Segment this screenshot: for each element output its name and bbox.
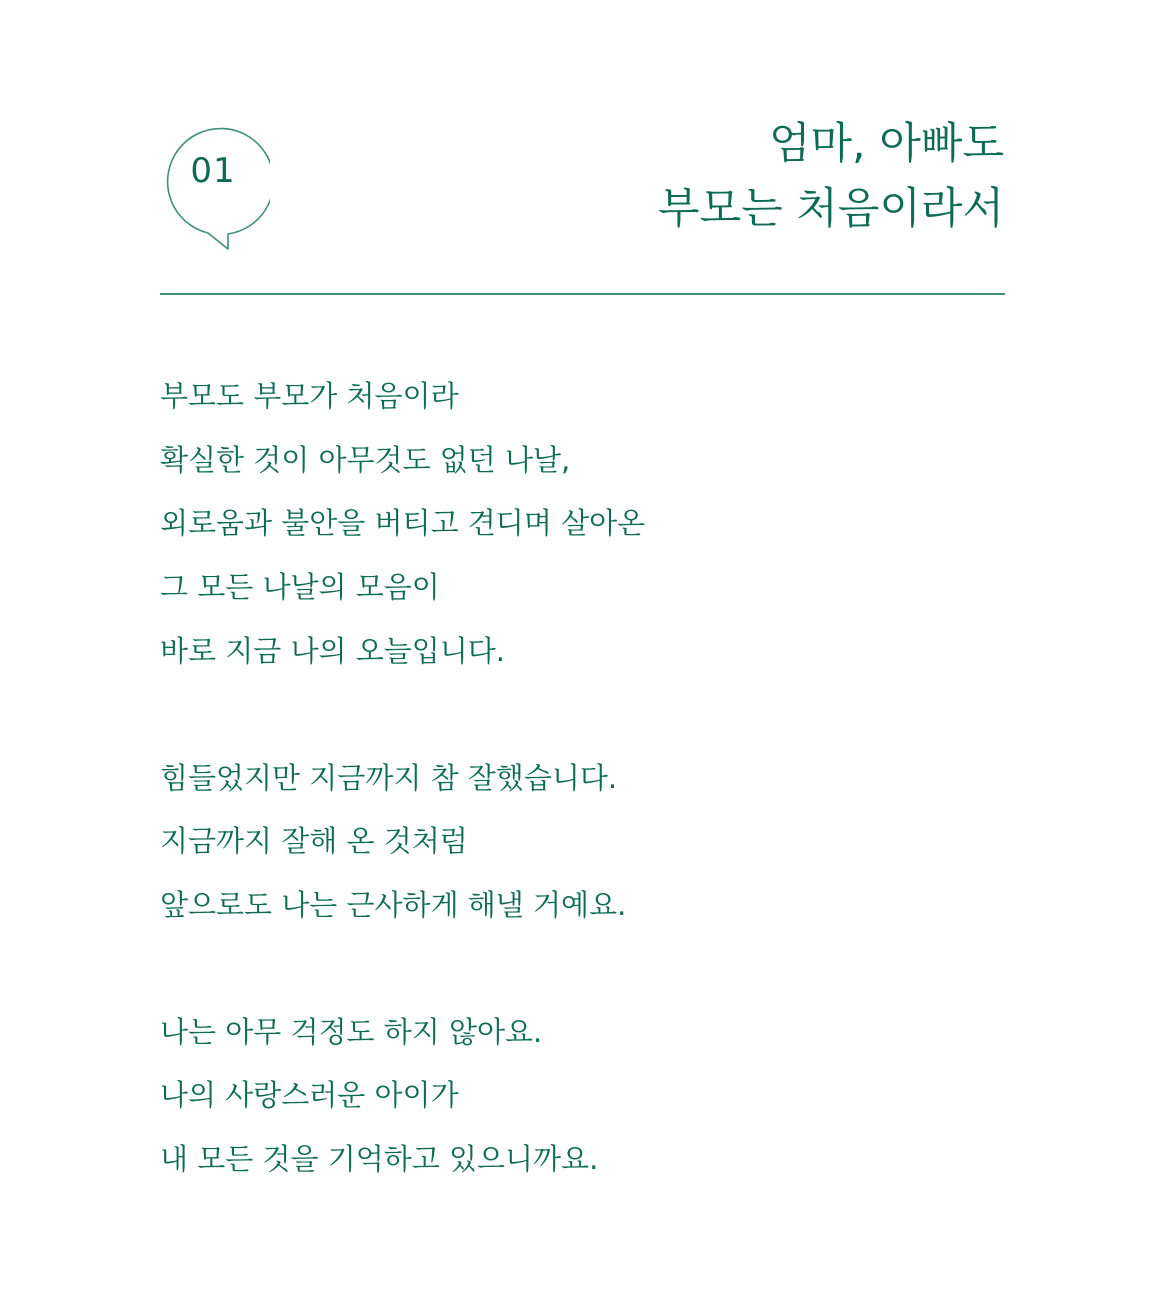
stanza-2 xyxy=(160,747,1005,938)
stanza-3 xyxy=(160,1001,1005,1192)
poem-body xyxy=(160,365,1005,1255)
chapter-title xyxy=(658,112,1004,242)
poem-line: 확실한 것이 아무것도 없던 나날, xyxy=(160,442,571,477)
poem-line: 바로 지금 나의 오늘입니다. xyxy=(160,633,506,668)
poem-line: 부모도 부모가 처음이라 xyxy=(160,379,459,413)
poem-line: 외로움과 불안을 버티고 견디며 살아온 xyxy=(160,506,646,541)
chapter-number: 01 xyxy=(190,151,236,191)
poem-line: 나는 아무 걱정도 하지 않아요. xyxy=(160,1014,543,1049)
chapter-title-line-1: 엄마, 아빠도 xyxy=(768,119,1004,169)
stanza-1 xyxy=(160,365,1005,684)
poem-line: 나의 사랑스러운 아이가 xyxy=(160,1078,459,1113)
poem-line: 힘들었지만 지금까지 참 잘했습니다. xyxy=(160,760,618,795)
title-divider xyxy=(160,293,1005,295)
poem-line: 지금까지 잘해 온 것처럼 xyxy=(160,824,468,859)
chapter-badge xyxy=(160,117,270,252)
poem-line: 내 모든 것을 기억하고 있으니까요. xyxy=(160,1142,599,1177)
poem-line: 앞으로도 나는 근사하게 해낼 거예요. xyxy=(160,887,627,922)
chapter-title-line-2: 부모는 처음이라서 xyxy=(658,184,1004,234)
poem-line: 그 모든 나날의 모음이 xyxy=(160,570,440,605)
